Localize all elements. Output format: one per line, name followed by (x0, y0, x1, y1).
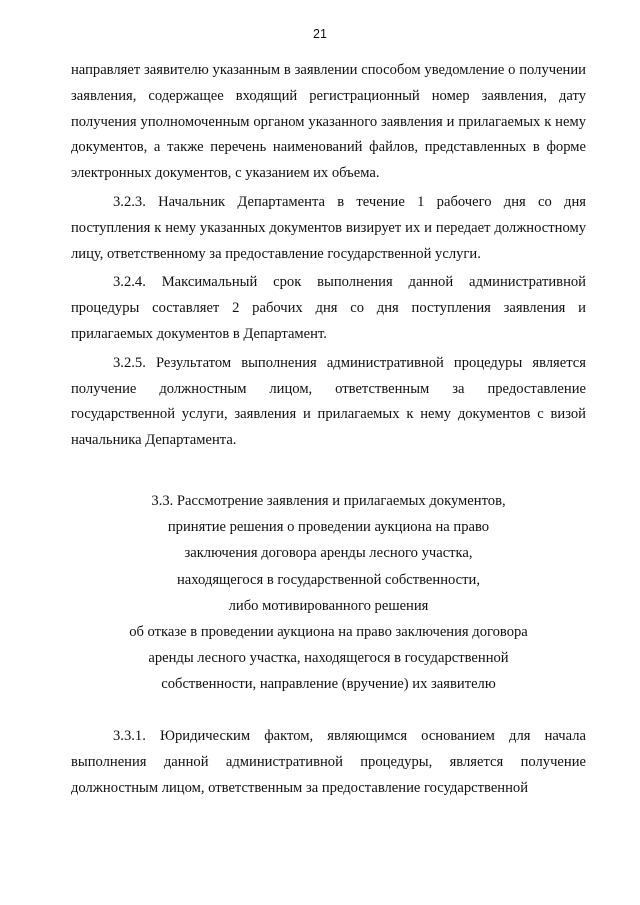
page-number: 21 (313, 27, 327, 41)
heading-line: заключения договора аренды лесного участка, (184, 545, 473, 562)
body-text-top (71, 58, 586, 454)
body-text-bottom (71, 724, 586, 801)
heading-line: находящегося в государственной собственности, (176, 571, 480, 588)
paragraph-3-2-3: 3.2.3. Начальник Департамента в течение 1 рабочего дня со дня поступления к нему указанных документов визирует их и передает должностному лицу, ответственному за предоставление государственной услуги. (71, 193, 586, 262)
paragraph-continuation: направляет заявителю указанным в заявлении способом уведомление о получении заявления, содержащее входящий регистрационный номер заявления, дату получения уполномоченным органом указанного заявления и прилагаемых к нему документов, а также перечень наименований файлов, представленных в форме электронных документов, с указанием их объема. (71, 62, 586, 182)
paragraph-3-2-4: 3.2.4. Максимальный срок выполнения данной административной процедуры составляет 2 рабочих дня со дня поступления заявления и прилагаемых документов в Департамент. (71, 274, 586, 342)
paragraph-3-2-5: 3.2.5. Результатом выполнения административной процедуры является получение должностным лицом, ответственным за предоставление государственной услуги, заявления и прилагаемых к нему документов с визой начальника Департамента. (71, 354, 586, 449)
heading-line: аренды лесного участка, находящегося в государственной (148, 650, 509, 667)
heading-line: принятие решения о проведении аукциона на право (167, 519, 490, 536)
heading-line: об отказе в проведении аукциона на право заключения договора (129, 624, 528, 641)
heading-line: собственности, направление (вручение) их заявителю (161, 676, 496, 693)
paragraph-3-3-1: 3.3.1. Юридическим фактом, являющимся основанием для начала выполнения данной административной процедуры, является получение должностным лицом, ответственным за предоставление государственной (71, 728, 586, 796)
heading-line: либо мотивированного решения (228, 597, 429, 614)
heading-line: 3.3. Рассмотрение заявления и прилагаемых документов, (151, 493, 506, 509)
section-heading-3-3 (71, 488, 586, 698)
